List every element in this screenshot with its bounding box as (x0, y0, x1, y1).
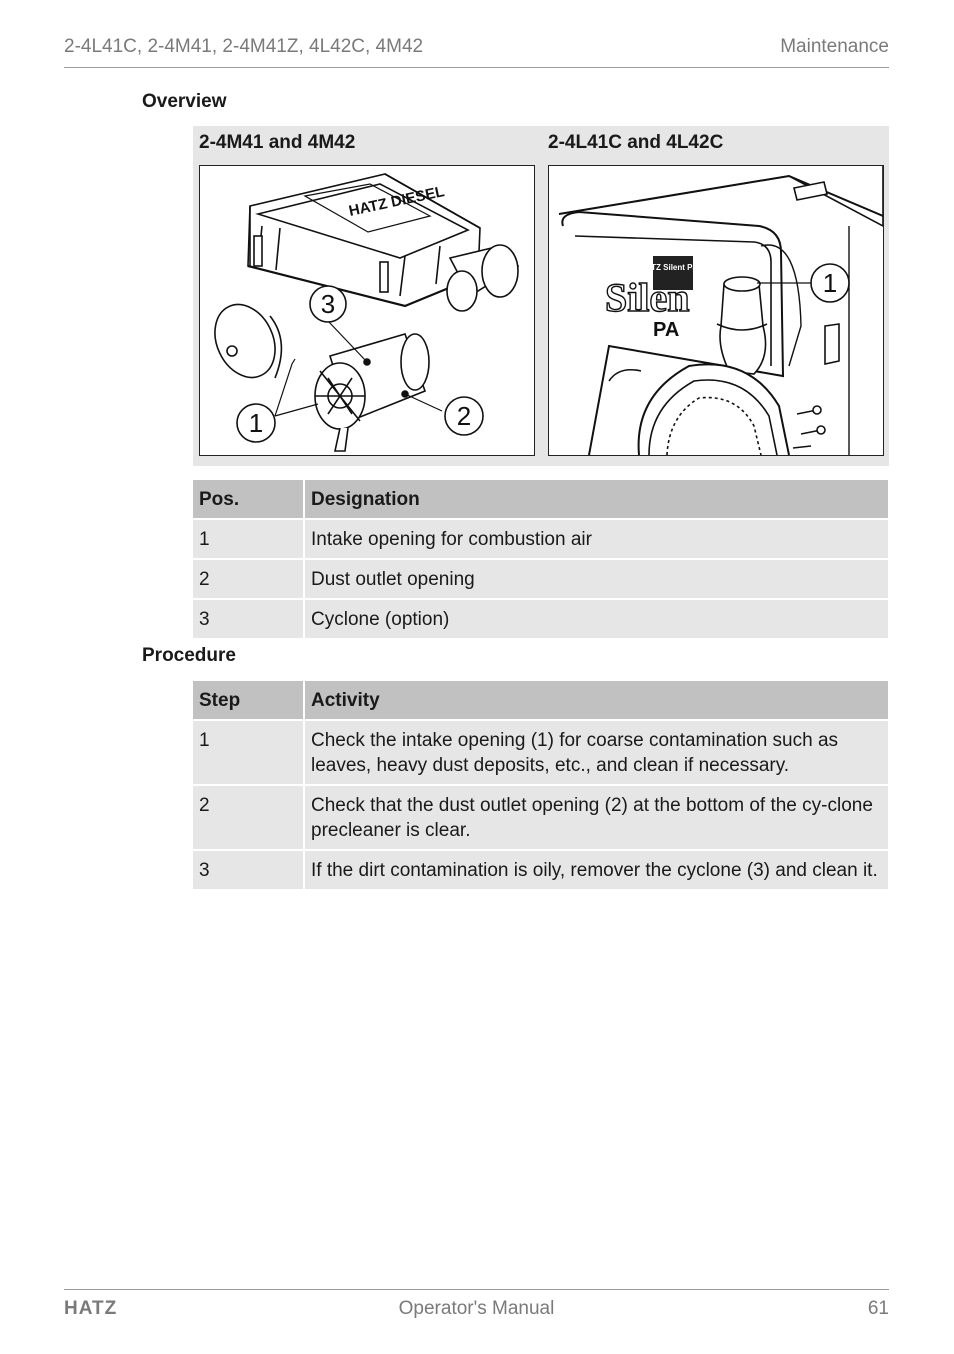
figure-caption: 2-4L41C and 4L42C (548, 132, 724, 153)
footer-brand-logo: HATZ (64, 1298, 118, 1319)
table-header-cell: Step (193, 681, 305, 719)
hatz-logo-text: HATZ DIESEL (347, 183, 446, 220)
positions-table (193, 478, 888, 640)
table-cell: Check the intake opening (1) for coarse contamination such as leaves, heavy dust deposits, etc., and clean if necessary. (305, 721, 888, 784)
table-row (193, 600, 888, 638)
table-cell: 1 (193, 721, 305, 784)
table-row (193, 520, 888, 558)
page-footer (64, 1289, 889, 1330)
table-header-row (193, 480, 888, 518)
figure-4l41c (542, 126, 889, 466)
procedure-table (193, 679, 888, 891)
svg-text:PA: PA (653, 319, 680, 341)
air-filter-cyclone-illustration (199, 165, 535, 456)
page-number: 61 (867, 1298, 889, 1319)
silent-pack-logo-text: HATZ Silent Pack (640, 263, 706, 272)
table-cell: Cyclone (option) (305, 600, 888, 638)
table-cell: Dust outlet opening (305, 560, 888, 598)
table-cell: 2 (193, 786, 305, 849)
figure-4m41 (193, 126, 540, 466)
table-cell: 1 (193, 520, 305, 558)
callout-1: 1 (248, 408, 264, 438)
table-cell: Check that the dust outlet opening (2) at the bottom of the cy-clone precleaner is clear. (305, 786, 888, 849)
svg-text:Silen: Silen (605, 275, 690, 320)
table-cell: If the dirt contamination is oily, remover the cyclone (3) and clean it. (305, 851, 888, 889)
table-cell: Intake opening for combustion air (305, 520, 888, 558)
header-models: 2-4L41C, 2-4M41, 2-4M41Z, 4L42C, 4M42 (64, 36, 424, 57)
figure-panel (193, 126, 888, 466)
footer-title: Operator's Manual (398, 1298, 555, 1319)
header-section: Maintenance (780, 36, 889, 57)
table-cell: 3 (193, 600, 305, 638)
silent-pack-engine-illustration (548, 165, 884, 456)
overview-heading: Overview (142, 91, 227, 112)
table-row (193, 786, 888, 849)
callout-3: 3 (320, 289, 336, 319)
callout-2: 2 (456, 401, 472, 431)
table-header-row (193, 681, 888, 719)
table-row (193, 851, 888, 889)
table-header-cell: Pos. (193, 480, 305, 518)
table-row (193, 721, 888, 784)
table-cell: 3 (193, 851, 305, 889)
procedure-heading: Procedure (142, 645, 236, 666)
table-row (193, 560, 888, 598)
table-header-cell: Activity (305, 681, 888, 719)
page-header (64, 36, 889, 68)
callout-1: 1 (822, 268, 838, 298)
table-header-cell: Designation (305, 480, 888, 518)
figure-caption: 2-4M41 and 4M42 (199, 132, 356, 153)
table-cell: 2 (193, 560, 305, 598)
